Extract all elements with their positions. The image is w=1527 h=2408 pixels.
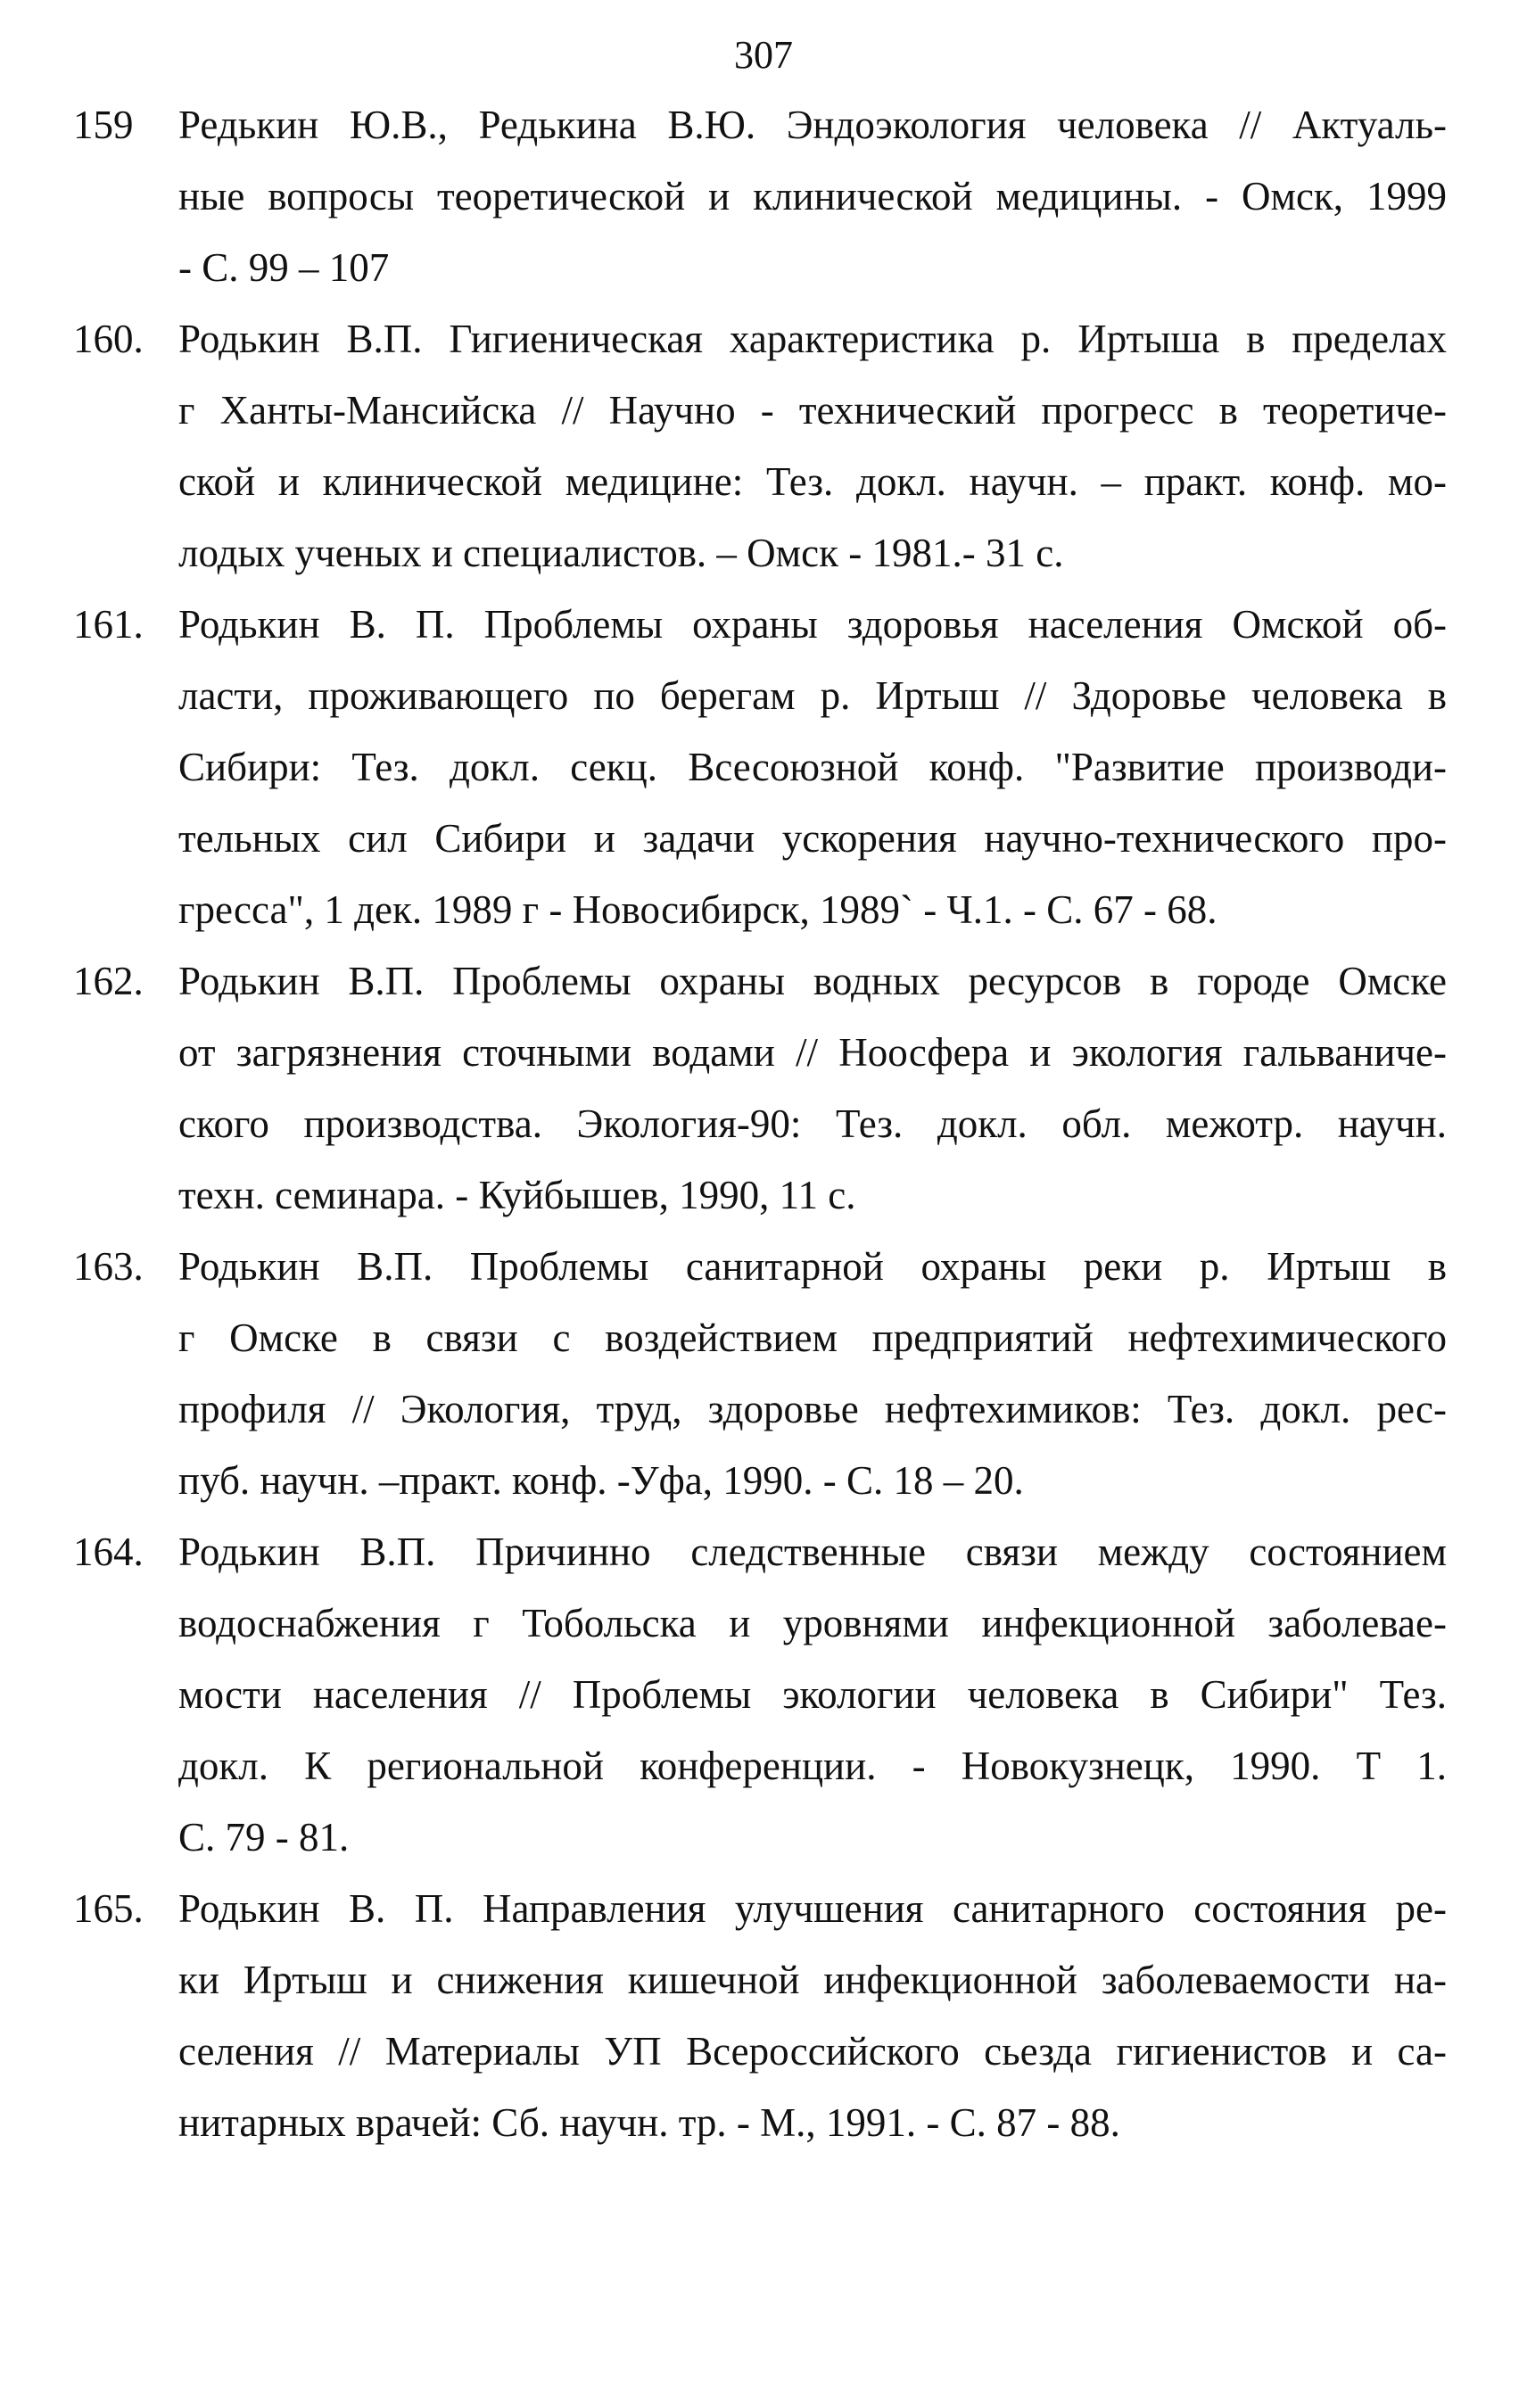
reference-line: тельных сил Сибири и задачи ускорения научно-технического про- — [178, 816, 1447, 861]
reference-line: Родькин В.П. Проблемы санитарной охраны реки р. Иртыш в — [178, 1244, 1447, 1289]
reference-line: профиля // Экология, труд, здоровье нефтехимиков: Тез. докл. рес- — [178, 1387, 1447, 1431]
reference-line: от загрязнения сточными водами // Ноосфера и экология гальваниче- — [178, 1030, 1447, 1075]
reference-text — [73, 89, 1447, 303]
reference-text — [73, 589, 1447, 945]
reference-line: Родькин В.П. Проблемы охраны водных ресурсов в городе Омске — [178, 959, 1447, 1003]
reference-number: 164. — [73, 1530, 144, 1574]
reference-line: нитарных врачей: Сб. научн. тр. - М., 1991. - С. 87 - 88. — [178, 2100, 1120, 2145]
reference-line: - С. 99 – 107 — [178, 245, 390, 290]
reference-line: Редькин Ю.В., Редькина В.Ю. Эндоэкология человека // Актуаль- — [178, 103, 1447, 147]
reference-line: Сибири: Тез. докл. секц. Всесоюзной конф. "Развитие производи- — [178, 745, 1447, 789]
reference-entry — [73, 1231, 1447, 1516]
reference-entry — [73, 945, 1447, 1231]
reference-line: лодых ученых и специалистов. – Омск - 1981.- 31 с. — [178, 531, 1064, 575]
reference-line: техн. семинара. - Куйбышев, 1990, 11 с. — [178, 1173, 856, 1217]
page-number: 307 — [734, 33, 793, 77]
reference-text — [73, 303, 1447, 589]
reference-number: 160. — [73, 317, 144, 361]
reference-entry — [73, 1873, 1447, 2158]
reference-line: г Омске в связи с воздействием предприятий нефтехимического — [178, 1315, 1447, 1360]
reference-line: С. 79 - 81. — [178, 1815, 350, 1860]
reference-text — [73, 1516, 1447, 1873]
reference-entry — [73, 89, 1447, 303]
reference-line: ки Иртыш и снижения кишечной инфекционной заболеваемости на- — [178, 1958, 1447, 2002]
reference-text — [73, 945, 1447, 1231]
reference-line: Родькин В. П. Проблемы охраны здоровья населения Омской об- — [178, 602, 1447, 647]
reference-text — [73, 1231, 1447, 1516]
reference-line: пуб. научн. –практ. конф. -Уфа, 1990. - С. 18 – 20. — [178, 1458, 1024, 1503]
reference-line: ные вопросы теоретической и клинической медицины. - Омск, 1999 — [178, 174, 1447, 219]
reference-number: 161. — [73, 602, 144, 647]
reference-number: 165. — [73, 1886, 144, 1931]
reference-line: ской и клинической медицине: Тез. докл. научн. – практ. конф. мо- — [178, 459, 1447, 504]
reference-line: ласти, проживающего по берегам р. Иртыш // Здоровье человека в — [178, 673, 1447, 718]
reference-line: докл. К региональной конференции. - Новокузнецк, 1990. Т 1. — [178, 1744, 1447, 1788]
reference-line: селения // Материалы УП Всероссийского сьезда гигиенистов и са- — [178, 2029, 1447, 2074]
reference-text — [73, 1873, 1447, 2158]
reference-entry — [73, 1516, 1447, 1873]
reference-number: 163. — [73, 1244, 144, 1289]
reference-line: Родькин В.П. Гигиеническая характеристика р. Иртыша в пределах — [178, 317, 1447, 361]
reference-line: мости населения // Проблемы экологии человека в Сибири" Тез. — [178, 1672, 1447, 1717]
reference-line: Родькин В. П. Направления улучшения санитарного состояния ре- — [178, 1886, 1447, 1931]
reference-line: г Ханты-Мансийска // Научно - технический прогресс в теоретиче- — [178, 388, 1447, 433]
reference-entry — [73, 303, 1447, 589]
reference-number: 162. — [73, 959, 144, 1003]
reference-line: водоснабжения г Тобольска и уровнями инфекционной заболевае- — [178, 1601, 1447, 1645]
reference-entry — [73, 589, 1447, 945]
reference-line: Родькин В.П. Причинно следственные связи между состоянием — [178, 1530, 1447, 1574]
reference-line: ского производства. Экология-90: Тез. докл. обл. межотр. научн. — [178, 1101, 1447, 1146]
reference-line: гресса", 1 дек. 1989 г - Новосибирск, 1989` - Ч.1. - С. 67 - 68. — [178, 887, 1217, 932]
reference-number: 159 — [73, 103, 134, 147]
reference-list — [73, 89, 1447, 2158]
